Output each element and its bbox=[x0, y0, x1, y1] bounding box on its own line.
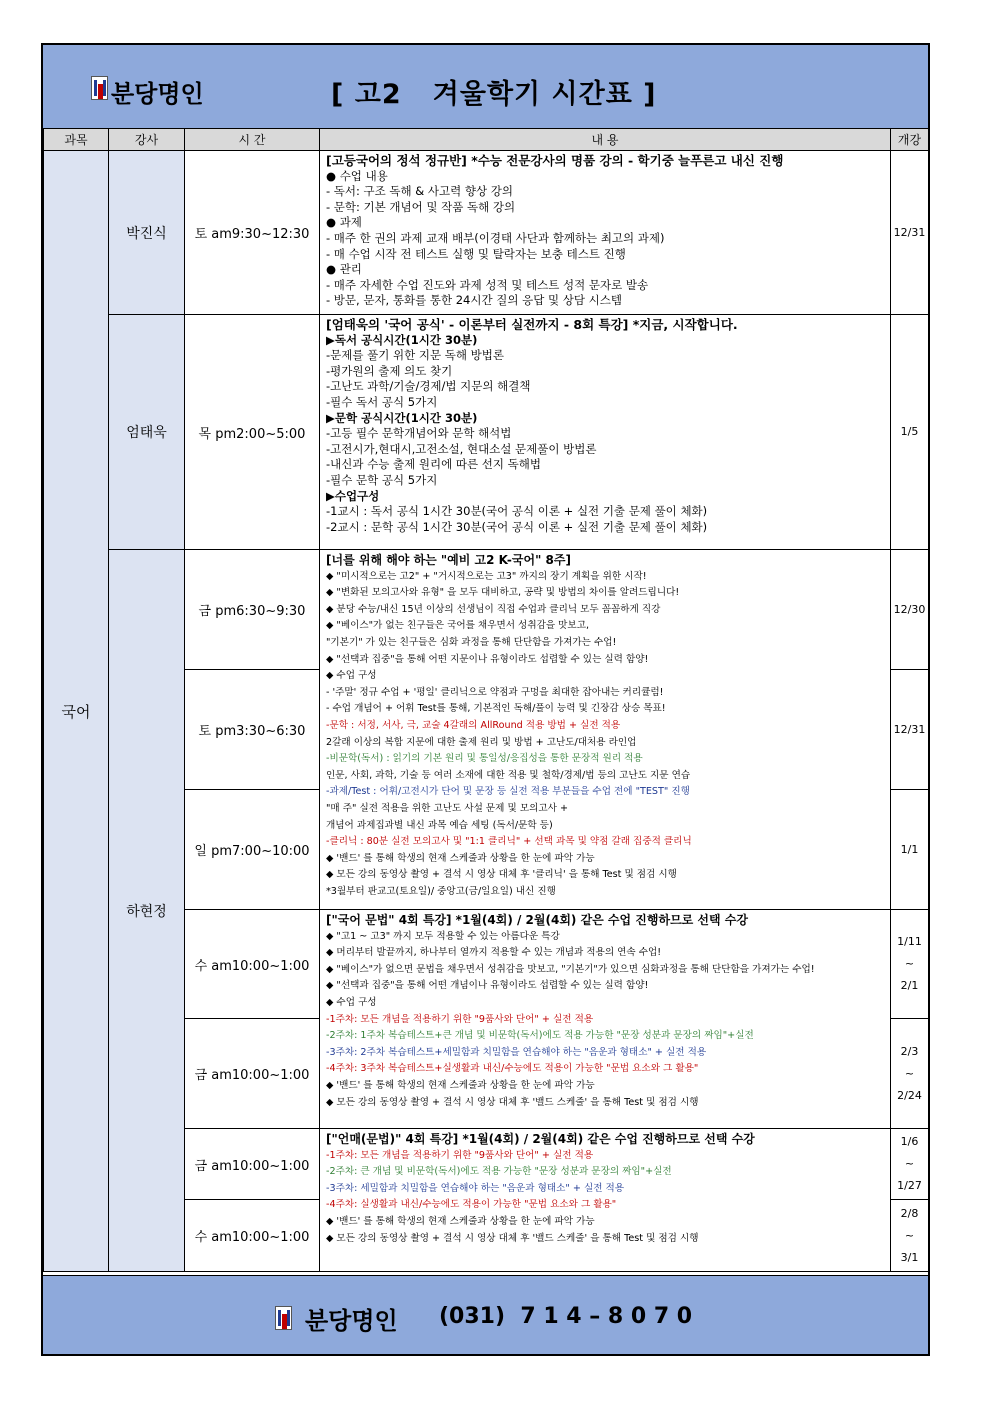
content-line: - 매주 자세한 수업 진도와 과제 성적 및 테스트 성적 문자로 발송 bbox=[326, 277, 649, 292]
content-line: - 문학: 기본 개념어 및 작품 독해 강의 bbox=[326, 199, 516, 214]
content-line: -2교시 : 문학 공식 1시간 30분(국어 공식 이론 + 실전 기출 문제 풀이 체화) bbox=[326, 519, 708, 534]
open-date-cell bbox=[891, 1129, 929, 1200]
footer-logo-icon bbox=[275, 1306, 292, 1330]
open-date-end: 1/27 bbox=[897, 1179, 922, 1192]
open-date-sep: ~ bbox=[904, 1066, 915, 1080]
table-row bbox=[44, 315, 929, 550]
content-cell bbox=[320, 910, 891, 1129]
content-line: -고등 필수 문학개념어와 문학 해석법 bbox=[326, 426, 512, 441]
content-line: ▶수업구성 bbox=[326, 488, 380, 503]
content-line: ◆ 모든 강의 동영상 촬영 + 결석 시 영상 대체 후 '클리닉' 을 통해 Test 및 점검 시행 bbox=[326, 869, 677, 881]
col-header-time: 시 간 bbox=[185, 129, 320, 151]
teacher-cell: 엄태욱 bbox=[109, 315, 185, 550]
content-line: -2주차: 큰 개념 및 비문학(독서)에도 적용 가능한 "문장 성분과 문장의 짜임"+실전 bbox=[326, 1166, 672, 1178]
open-date-cell bbox=[891, 910, 929, 1019]
open-date-cell: 12/31 bbox=[891, 151, 929, 315]
time-cell: 금 am10:00~1:00 bbox=[185, 1019, 320, 1129]
content-line: 2갈래 이상의 복합 지문에 대한 출제 원리 및 방법 + 고난도/대처용 라인업 bbox=[326, 736, 637, 748]
content-line: ◆ '밴드' 를 통해 학생의 현재 스케줄과 상황을 한 눈에 파악 가능 bbox=[326, 1215, 595, 1227]
time-cell: 목 pm2:00~5:00 bbox=[185, 315, 320, 550]
time-cell: 금 am10:00~1:00 bbox=[185, 1129, 320, 1200]
time-cell: 일 pm7:00~10:00 bbox=[185, 790, 320, 910]
open-date-cell: 12/30 bbox=[891, 550, 929, 670]
content-line: ◆ "베이스"가 없는 친구들은 국어를 채우면서 성취감을 맛보고, bbox=[326, 620, 590, 632]
content-line: -3주차: 2주차 복습테스트+세밀함과 치밀함을 연습해야 하는 "음운과 형태소" + 실전 적용 bbox=[326, 1046, 707, 1058]
time-cell: 금 pm6:30~9:30 bbox=[185, 550, 320, 670]
brand-logo-icon bbox=[91, 76, 108, 100]
open-date-start: 2/3 bbox=[900, 1044, 919, 1058]
time-cell: 수 am10:00~1:00 bbox=[185, 910, 320, 1019]
time-cell: 토 pm3:30~6:30 bbox=[185, 670, 320, 790]
schedule-table bbox=[43, 128, 929, 1272]
open-date-cell bbox=[891, 1200, 929, 1272]
content-line: -필수 문학 공식 5가지 bbox=[326, 472, 438, 487]
open-date-cell: 12/31 bbox=[891, 670, 929, 790]
content-line: ◆ "선택과 집중"을 통해 어떤 개념이나 유형이라도 섭렵할 수 있는 실력 함양! bbox=[326, 980, 649, 992]
content-cell bbox=[320, 1129, 891, 1272]
timetable-sheet bbox=[41, 43, 930, 1356]
subject-cell: 국어 bbox=[44, 151, 109, 1272]
content-line: -고전시가,현대시,고전소설, 현대소설 문제풀이 방법론 bbox=[326, 441, 597, 456]
open-date-end: 2/24 bbox=[897, 1088, 922, 1102]
content-line: - 매 수업 시작 전 테스트 실행 및 탈락자는 보충 테스트 진행 bbox=[326, 246, 626, 261]
content-line: - 독서: 구조 독해 & 사고력 향상 강의 bbox=[326, 184, 513, 199]
content-line: ▶독서 공식시간(1시간 30분) bbox=[326, 332, 478, 347]
content-line: ◆ "선택과 집중"을 통해 어떤 지문이나 유형이라도 섭렵할 수 있는 실력 함양! bbox=[326, 653, 649, 665]
footer-band bbox=[43, 1275, 928, 1356]
content-line: -비문학(독서) : 읽기의 기본 원리 및 통일성/응집성을 통한 문장적 원리 적용 bbox=[326, 753, 643, 765]
open-date-sep: ~ bbox=[904, 1157, 915, 1170]
col-header-teacher: 강사 bbox=[109, 129, 185, 151]
open-date-end: 3/1 bbox=[900, 1250, 919, 1264]
content-line: ◆ "변화된 모의고사와 유형" 을 모두 대비하고, 공략 및 방법의 차이를 알려드립니다! bbox=[326, 587, 680, 599]
content-line: ◆ 모든 강의 동영상 촬영 + 결석 시 영상 대체 후 '밸드 스케줄' 을 통해 Test 및 점검 시행 bbox=[326, 1096, 699, 1108]
table-header-row bbox=[44, 129, 929, 151]
time-cell: 토 am9:30~12:30 bbox=[185, 151, 320, 315]
open-date-start: 2/8 bbox=[900, 1206, 919, 1220]
content-line: ◆ 분당 수능/내신 15년 이상의 선생님이 직접 수업과 클리닉 모두 꼼꼼하게 직강 bbox=[326, 603, 661, 615]
open-date-start: 1/6 bbox=[900, 1135, 919, 1148]
content-line: 인문, 사회, 과학, 기술 등 여러 소재에 대한 적용 및 철학/경제/법 등의 고난도 지문 연습 bbox=[326, 769, 691, 781]
content-line: -1주차: 모든 개념을 적용하기 위한 "9품사와 단어" + 실전 적용 bbox=[326, 1013, 594, 1025]
content-line: ● 수업 내용 bbox=[326, 168, 388, 183]
open-date-cell: 1/5 bbox=[891, 315, 929, 550]
content-line: -문학 : 서정, 서사, 극, 교술 4갈래의 AllRound 적용 방법 + 실전 적용 bbox=[326, 719, 621, 731]
open-date-cell: 1/1 bbox=[891, 790, 929, 910]
content-cell bbox=[320, 550, 891, 910]
content-line: ◆ "미시적으로는 고2" + "거시적으로는 고3" 까지의 장기 계획을 위한 시작! bbox=[326, 570, 647, 582]
course-title: ["언매(문법)" 4회 특강] *1월(4회) / 2월(4회) 같은 수업 진행하므로 선택 수강 bbox=[326, 1132, 755, 1146]
col-header-content: 내 용 bbox=[320, 129, 891, 151]
content-line: ◆ "베이스"가 없으면 문법을 채우면서 성취감을 맛보고, "기본기"가 있으면 심화과정을 통해 단단함을 가져가는 수업! bbox=[326, 963, 815, 975]
content-line: ● 관리 bbox=[326, 262, 362, 277]
footer-brand: 분당명인 bbox=[305, 1307, 398, 1335]
content-line: -과제/Test : 어휘/고전시가 단어 및 문장 등 실전 적용 부분들을 수업 전에 "TEST" 진행 bbox=[326, 786, 690, 798]
content-line: -3주차: 세밀함과 치밀함을 연습해야 하는 "음운과 형태소" + 실전 적용 bbox=[326, 1182, 625, 1194]
content-line: -내신과 수능 출제 원리에 따른 선지 독해법 bbox=[326, 457, 541, 472]
course-title: [너를 위해 해야 하는 "예비 고2 K-국어" 8주] bbox=[326, 553, 571, 567]
teacher-cell: 하현정 bbox=[109, 550, 185, 1272]
content-line: "매 주" 실전 적용을 위한 고난도 사설 문제 및 모의고사 + bbox=[326, 802, 568, 814]
table-row bbox=[44, 550, 929, 670]
content-line: ● 과제 bbox=[326, 215, 362, 230]
content-line: ◆ 머리부터 발끝까지, 하나부터 열까지 적용할 수 있는 개념과 적용의 연속 수업! bbox=[326, 947, 662, 959]
table-row bbox=[44, 151, 929, 315]
content-line: 개념어 과제집과별 내신 과목 예습 세팅 (독서/문학 등) bbox=[326, 819, 553, 831]
content-line: -1주차: 모든 개념을 적용하기 위한 "9품사와 단어" + 실전 적용 bbox=[326, 1149, 594, 1161]
open-date-sep: ~ bbox=[904, 1228, 915, 1242]
time-cell: 수 am10:00~1:00 bbox=[185, 1200, 320, 1272]
content-line: - '주말' 정규 수업 + '평일' 클리닉으로 약점과 구멍을 최대한 잡아내는 커리큘럼! bbox=[326, 686, 664, 698]
content-line: ◆ 수업 구성 bbox=[326, 996, 377, 1008]
content-line: -1교시 : 독서 공식 1시간 30분(국어 공식 이론 + 실전 기출 문제 풀이 체화) bbox=[326, 504, 708, 519]
content-line: - 매주 한 권의 과제 교재 배부(이경태 사단과 함께하는 최고의 과제) bbox=[326, 230, 665, 245]
open-date-end: 2/1 bbox=[900, 979, 919, 992]
content-line: -평가원의 출제 의도 찾기 bbox=[326, 363, 453, 378]
course-title: [고등국어의 정석 정규반] *수능 전문강사의 명품 강의 - 학기중 늘푸른고 내신 진행 bbox=[326, 153, 784, 168]
col-header-subject: 과목 bbox=[44, 129, 109, 151]
header-brand: 분당명인 bbox=[111, 80, 204, 108]
content-line: ◆ 수업 구성 bbox=[326, 670, 377, 682]
content-line: ▶문학 공식시간(1시간 30분) bbox=[326, 410, 478, 425]
course-title: [엄태욱의 '국어 공식' - 이론부터 실전까지 - 8회 특강] *지금, 시작합니다. bbox=[326, 317, 738, 332]
content-line: ◆ "고1 ~ 고3" 까지 모두 적용할 수 있는 아름다운 특강 bbox=[326, 930, 560, 942]
content-line: -클리닉 : 80분 실전 모의고사 및 "1:1 클리닉" + 선택 과목 및 약점 갈래 집중적 클리닉 bbox=[326, 836, 692, 848]
open-date-cell bbox=[891, 1019, 929, 1129]
teacher-cell: 박진식 bbox=[109, 151, 185, 315]
content-cell bbox=[320, 151, 891, 315]
content-line: -4주차: 실생활과 내신/수능에도 적용이 가능한 "문법 요소와 그 활용" bbox=[326, 1199, 617, 1211]
content-line: - 방문, 문자, 통화를 통한 24시간 질의 응답 및 상담 시스템 bbox=[326, 293, 622, 308]
page-title: [ 고2 겨울학기 시간표 ] bbox=[331, 79, 657, 110]
content-line: - 수업 개념어 + 어휘 Test를 통해, 기본적인 독해/풀이 능력 및 긴장감 상승 목표! bbox=[326, 703, 666, 715]
content-line: -2주차: 1주차 복습테스트+큰 개념 및 비문학(독서)에도 적용 가능한 "문장 성분과 문장의 짜임"+실전 bbox=[326, 1030, 754, 1042]
content-line: -필수 독서 공식 5가지 bbox=[326, 394, 438, 409]
content-line: ◆ '밴드' 를 통해 학생의 현재 스케줄과 상황을 한 눈에 파악 가능 bbox=[326, 852, 595, 864]
content-line: ◆ 모든 강의 동영상 촬영 + 결석 시 영상 대체 후 '밸드 스케줄' 을 통해 Test 및 점검 시행 bbox=[326, 1232, 699, 1244]
content-line: -4주차: 3주차 복습테스트+실생활과 내신/수능에도 적용이 가능한 "문법 요소와 그 활용" bbox=[326, 1063, 699, 1075]
content-line: *3월부터 판교고(토요일)/ 중앙고(금/일요일) 내신 진행 bbox=[326, 885, 556, 897]
content-cell bbox=[320, 315, 891, 550]
content-line: -문제를 풀기 위한 지문 독해 방법론 bbox=[326, 348, 504, 363]
header-band bbox=[43, 45, 928, 128]
open-date-start: 1/11 bbox=[897, 935, 922, 948]
footer-phone: (031) 7 1 4 – 8 0 7 0 bbox=[439, 1304, 693, 1329]
content-line: "기본기" 가 있는 친구들은 심화 과정을 통해 단단함을 가져가는 수업! bbox=[326, 636, 617, 648]
col-header-open: 개강 bbox=[891, 129, 929, 151]
content-line: ◆ '밴드' 를 통해 학생의 현재 스케줄과 상황을 한 눈에 파악 가능 bbox=[326, 1079, 595, 1091]
course-title: ["국어 문법" 4회 특강] *1월(4회) / 2월(4회) 같은 수업 진행하므로 선택 수강 bbox=[326, 913, 748, 927]
content-line: -고난도 과학/기술/경제/법 지문의 해결책 bbox=[326, 379, 531, 394]
open-date-sep: ~ bbox=[904, 957, 915, 970]
